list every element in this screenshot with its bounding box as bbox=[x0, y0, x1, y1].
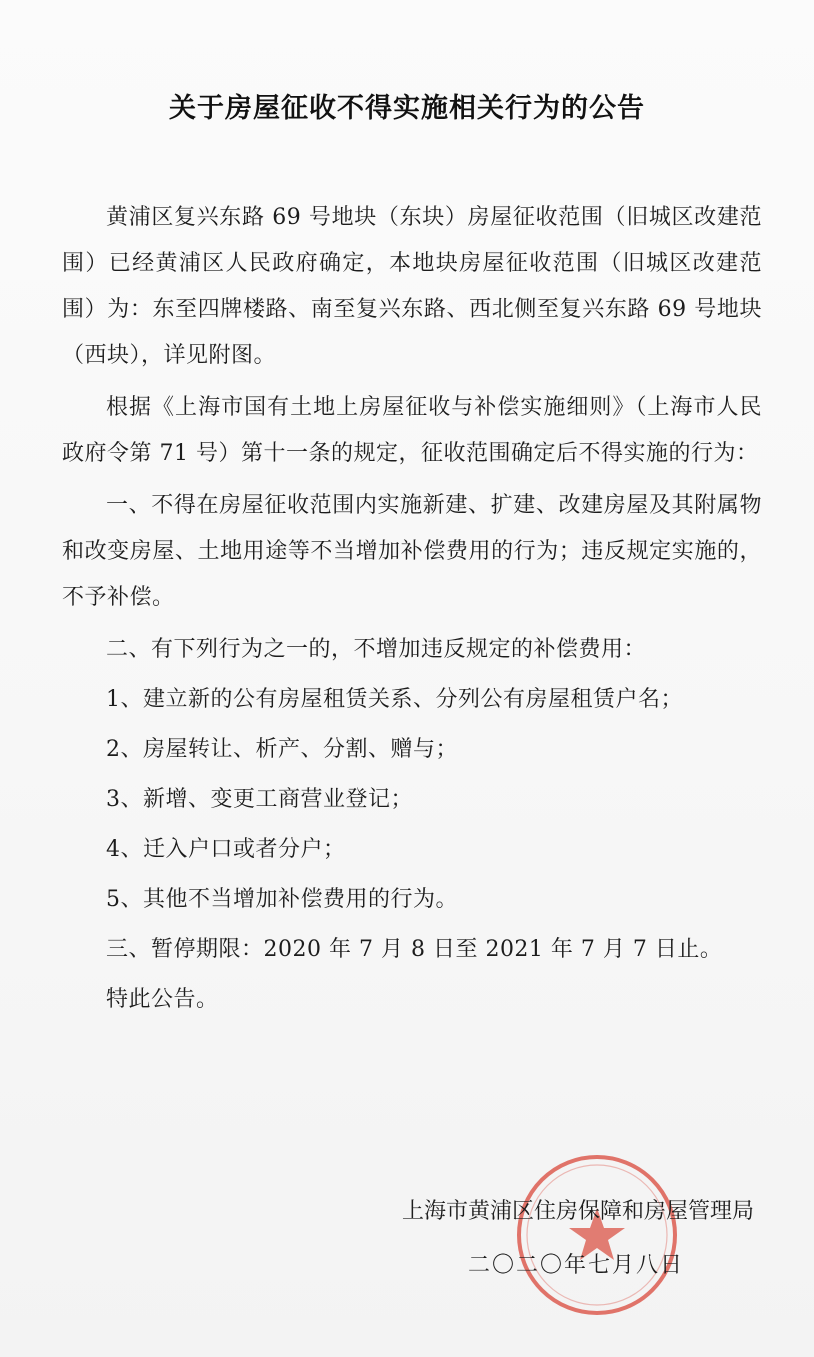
list-item: 4、迁入户口或者分户； bbox=[106, 837, 346, 862]
issuing-organization: 上海市黄浦区住房保障和房屋管理局 bbox=[401, 1199, 754, 1224]
paragraph-closing: 特此公告。 bbox=[106, 987, 219, 1012]
paragraph-item-one: 一、不得在房屋征收范围内实施新建、扩建、改建房屋及其附属物和改变房屋、土地用途等不当增加补偿费用的行为；违反规定实施的，不予补偿。 bbox=[62, 493, 762, 610]
list-item: 5、其他不当增加补偿费用的行为。 bbox=[106, 887, 458, 912]
list-item: 2、房屋转让、析产、分割、赠与； bbox=[106, 737, 458, 762]
paragraph-scope: 黄浦区复兴东路 69 号地块（东块）房屋征收范围（旧城区改建范围）已经黄浦区人民政府确定，本地块房屋征收范围（旧城区改建范围）为：东至四牌楼路、南至复兴东路、西北侧至复兴东路 69 号地块（西块），详见附图。 bbox=[62, 205, 762, 368]
paragraph-item-two: 二、有下列行为之一的，不增加违反规定的补偿费用： bbox=[106, 637, 647, 662]
issue-date: 二〇二〇年七月八日 bbox=[467, 1253, 684, 1278]
list-item: 1、建立新的公有房屋租赁关系、分列公有房屋租赁户名； bbox=[106, 687, 683, 712]
paragraph-item-three: 三、暂停期限：2020 年 7 月 8 日至 2021 年 7 月 7 日止。 bbox=[106, 937, 723, 962]
document-body bbox=[62, 195, 762, 1029]
list-item: 3、新增、变更工商营业登记； bbox=[106, 787, 413, 812]
document-title: 关于房屋征收不得实施相关行为的公告 bbox=[169, 93, 645, 124]
signature-block bbox=[402, 1185, 754, 1293]
paragraph-legal-basis: 根据《上海市国有土地上房屋征收与补偿实施细则》（上海市人民政府令第 71 号）第十一条的规定，征收范围确定后不得实施的行为： bbox=[62, 395, 762, 466]
